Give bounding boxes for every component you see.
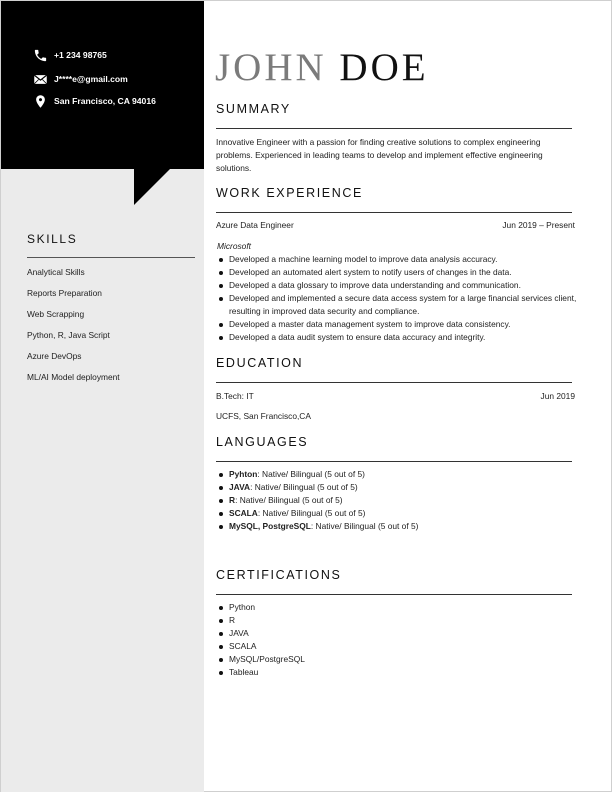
experience-heading: WORK EXPERIENCE <box>216 186 363 200</box>
language-level: : Native/ Bilingual (5 out of 5) <box>310 521 419 531</box>
envelope-icon <box>33 72 48 87</box>
certifications-divider <box>216 594 572 595</box>
language-name: JAVA <box>229 482 251 492</box>
skill-item: Reports Preparation <box>27 288 102 298</box>
education-header <box>216 391 575 401</box>
education-heading: EDUCATION <box>216 356 304 370</box>
summary-text: Innovative Engineer with a passion for finding creative solutions to complex engineering problems. Experienced in leading teams to develop and implement effective engineering solutions. <box>216 137 543 173</box>
list-item <box>217 481 577 494</box>
education-divider <box>216 382 572 383</box>
language-level: : Native/ Bilingual (5 out of 5) <box>250 482 358 492</box>
language-name: R <box>229 495 236 505</box>
job-dates: Jun 2019 – Present <box>502 220 575 230</box>
skill-item: Web Scrapping <box>27 309 85 319</box>
contact-box-tail <box>134 168 171 205</box>
language-name: Pyhton <box>229 469 258 479</box>
list-item: SCALA <box>217 640 577 653</box>
summary-divider <box>216 128 572 129</box>
degree: B.Tech: IT <box>216 391 254 401</box>
skill-item: Analytical Skills <box>27 267 85 277</box>
list-item: Developed and implemented a secure data access system for a large financial services client, resulting in improved data security and compliance. <box>217 292 577 318</box>
languages-heading: LANGUAGES <box>216 435 309 449</box>
school-name: UCFS, San Francisco,CA <box>216 411 311 421</box>
list-item: Tableau <box>217 666 577 679</box>
skills-divider <box>27 257 195 258</box>
language-name: SCALA <box>229 508 258 518</box>
skill-item: Azure DevOps <box>27 351 82 361</box>
list-item: Developed a master data management system to improve data consistency. <box>217 318 577 331</box>
language-name: MySQL, PostgreSQL <box>229 521 311 531</box>
list-item: Developed a data glossary to improve data understanding and communication. <box>217 279 577 292</box>
list-item: Developed a machine learning model to improve data analysis accuracy. <box>217 253 577 266</box>
map-pin-icon <box>33 94 48 109</box>
certification-list <box>217 601 577 679</box>
list-item: MySQL/PostgreSQL <box>217 653 577 666</box>
list-item <box>217 468 577 481</box>
list-item <box>217 507 577 520</box>
contact-location <box>33 93 156 109</box>
list-item: Developed an automated alert system to notify users of changes in the data. <box>217 266 577 279</box>
language-level: : Native/ Bilingual (5 out of 5) <box>235 495 343 505</box>
graduation-date: Jun 2019 <box>540 391 575 401</box>
email-text: J****e@gmail.com <box>54 74 128 84</box>
certifications-heading: CERTIFICATIONS <box>216 568 342 582</box>
list-item <box>217 494 577 507</box>
language-list <box>217 468 577 533</box>
candidate-name <box>215 45 429 90</box>
list-item: Developed a data audit system to ensure data accuracy and integrity. <box>217 331 577 344</box>
phone-icon <box>33 48 48 63</box>
job-header <box>216 220 575 230</box>
summary-heading: SUMMARY <box>216 102 291 116</box>
location-text: San Francisco, CA 94016 <box>54 96 156 106</box>
job-bullets <box>217 253 577 344</box>
list-item: R <box>217 614 577 627</box>
last-name: DOE <box>339 46 429 89</box>
language-level: : Native/ Bilingual (5 out of 5) <box>257 469 365 479</box>
skill-item: ML/AI Model deployment <box>27 372 120 382</box>
list-item: JAVA <box>217 627 577 640</box>
contact-phone <box>33 47 107 63</box>
company-name: Microsoft <box>217 241 251 251</box>
contact-box <box>1 1 204 169</box>
languages-divider <box>216 461 572 462</box>
list-item <box>217 520 577 533</box>
phone-text: +1 234 98765 <box>54 50 107 60</box>
experience-divider <box>216 212 572 213</box>
skill-item: Python, R, Java Script <box>27 330 110 340</box>
job-title: Azure Data Engineer <box>216 220 294 230</box>
list-item: Python <box>217 601 577 614</box>
contact-email <box>33 71 128 87</box>
skills-heading: SKILLS <box>27 232 78 246</box>
language-level: : Native/ Bilingual (5 out of 5) <box>257 508 366 518</box>
first-name: JOHN <box>215 46 327 89</box>
